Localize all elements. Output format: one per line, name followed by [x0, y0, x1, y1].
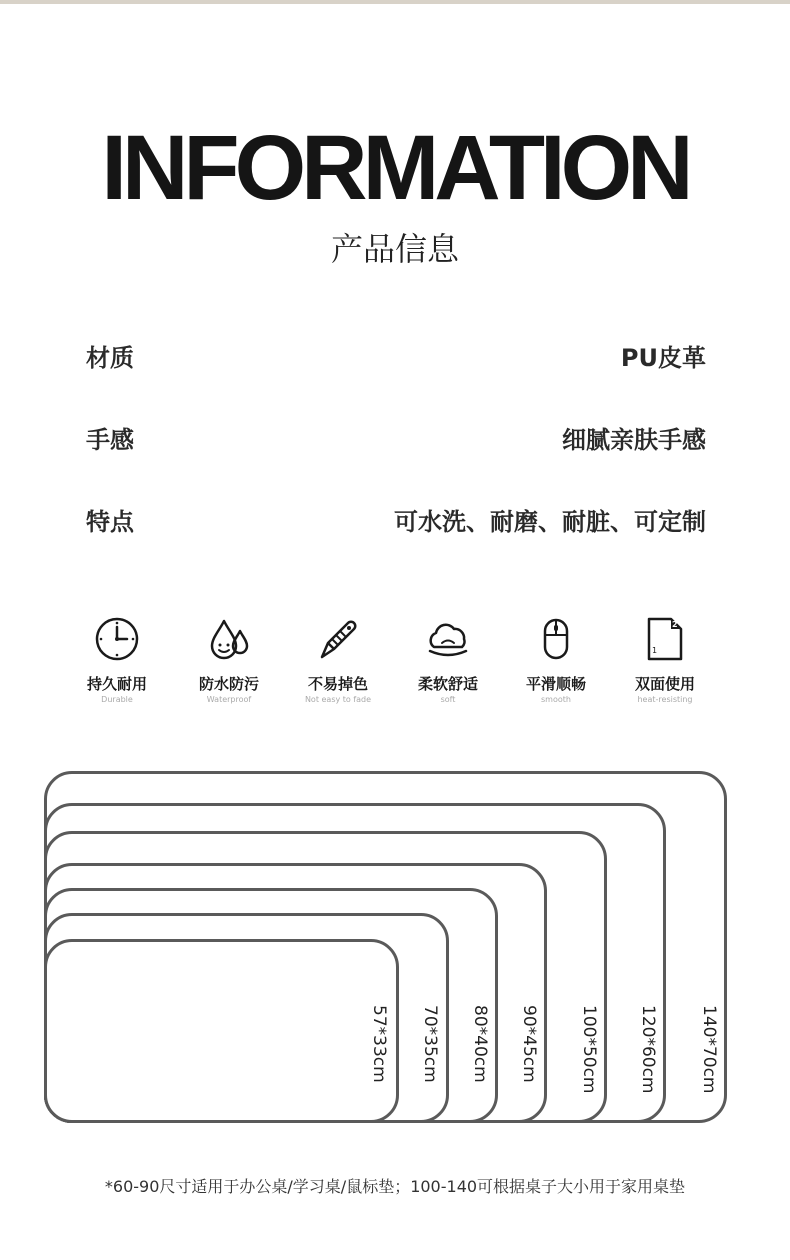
feature-english: smooth	[541, 695, 571, 704]
cloud-icon	[424, 615, 472, 663]
mouse-icon	[532, 615, 580, 663]
feature-name: 持久耐用	[86, 675, 147, 693]
size-label-140x70: 140*70cm	[699, 1005, 719, 1094]
size-label-90x45: 90*45cm	[519, 1005, 539, 1083]
spec-row-feel	[86, 420, 706, 460]
double-sided-page-icon	[641, 615, 689, 663]
feature-english: soft	[440, 695, 456, 704]
page-number-front: 1	[652, 646, 658, 655]
feature-english: Waterproof	[206, 695, 252, 704]
feature-soft	[393, 615, 503, 715]
clock-icon	[93, 615, 141, 663]
size-label-100x50: 100*50cm	[579, 1005, 599, 1094]
page-subtitle: 产品信息	[330, 230, 459, 268]
feature-double-sided	[610, 615, 720, 715]
feature-durable	[62, 615, 172, 715]
feature-name: 柔软舒适	[417, 675, 478, 693]
feature-name: 双面使用	[634, 675, 695, 693]
feature-english: Durable	[101, 695, 133, 704]
page-number-back: 2	[672, 620, 678, 629]
feature-english: Not easy to fade	[304, 695, 372, 704]
top-image-strip	[0, 0, 790, 4]
usage-note: *60-90尺寸适用于办公桌/学习桌/鼠标垫；100-140可根据桌子大小用于家用桌垫	[104, 1177, 686, 1196]
size-label-120x60: 120*60cm	[638, 1005, 658, 1094]
spec-row-features	[86, 502, 706, 542]
size-outline-57x33	[44, 939, 399, 1123]
feature-smooth	[501, 615, 611, 715]
size-label-57x33: 57*33cm	[369, 1005, 389, 1083]
spec-label: 材质	[86, 344, 134, 372]
utility-knife-icon	[314, 615, 362, 663]
spec-label: 特点	[86, 508, 134, 536]
spec-row-material	[86, 338, 706, 378]
page-title: INFORMATION	[101, 117, 689, 219]
spec-value: 可水洗、耐磨、耐脏、可定制	[394, 508, 706, 536]
spec-value: PU皮革	[620, 344, 706, 372]
size-label-70x35: 70*35cm	[420, 1005, 440, 1083]
feature-name: 不易掉色	[307, 675, 368, 693]
feature-not-fade	[283, 615, 393, 715]
feature-name: 平滑顺畅	[525, 675, 586, 693]
feature-english: heat-resisting	[637, 695, 693, 704]
size-label-80x40: 80*40cm	[470, 1005, 490, 1083]
feature-waterproof	[174, 615, 284, 715]
feature-name: 防水防污	[198, 675, 259, 693]
spec-value: 细腻亲肤手感	[562, 426, 706, 454]
water-drops-icon	[205, 615, 253, 663]
spec-label: 手感	[86, 426, 134, 454]
